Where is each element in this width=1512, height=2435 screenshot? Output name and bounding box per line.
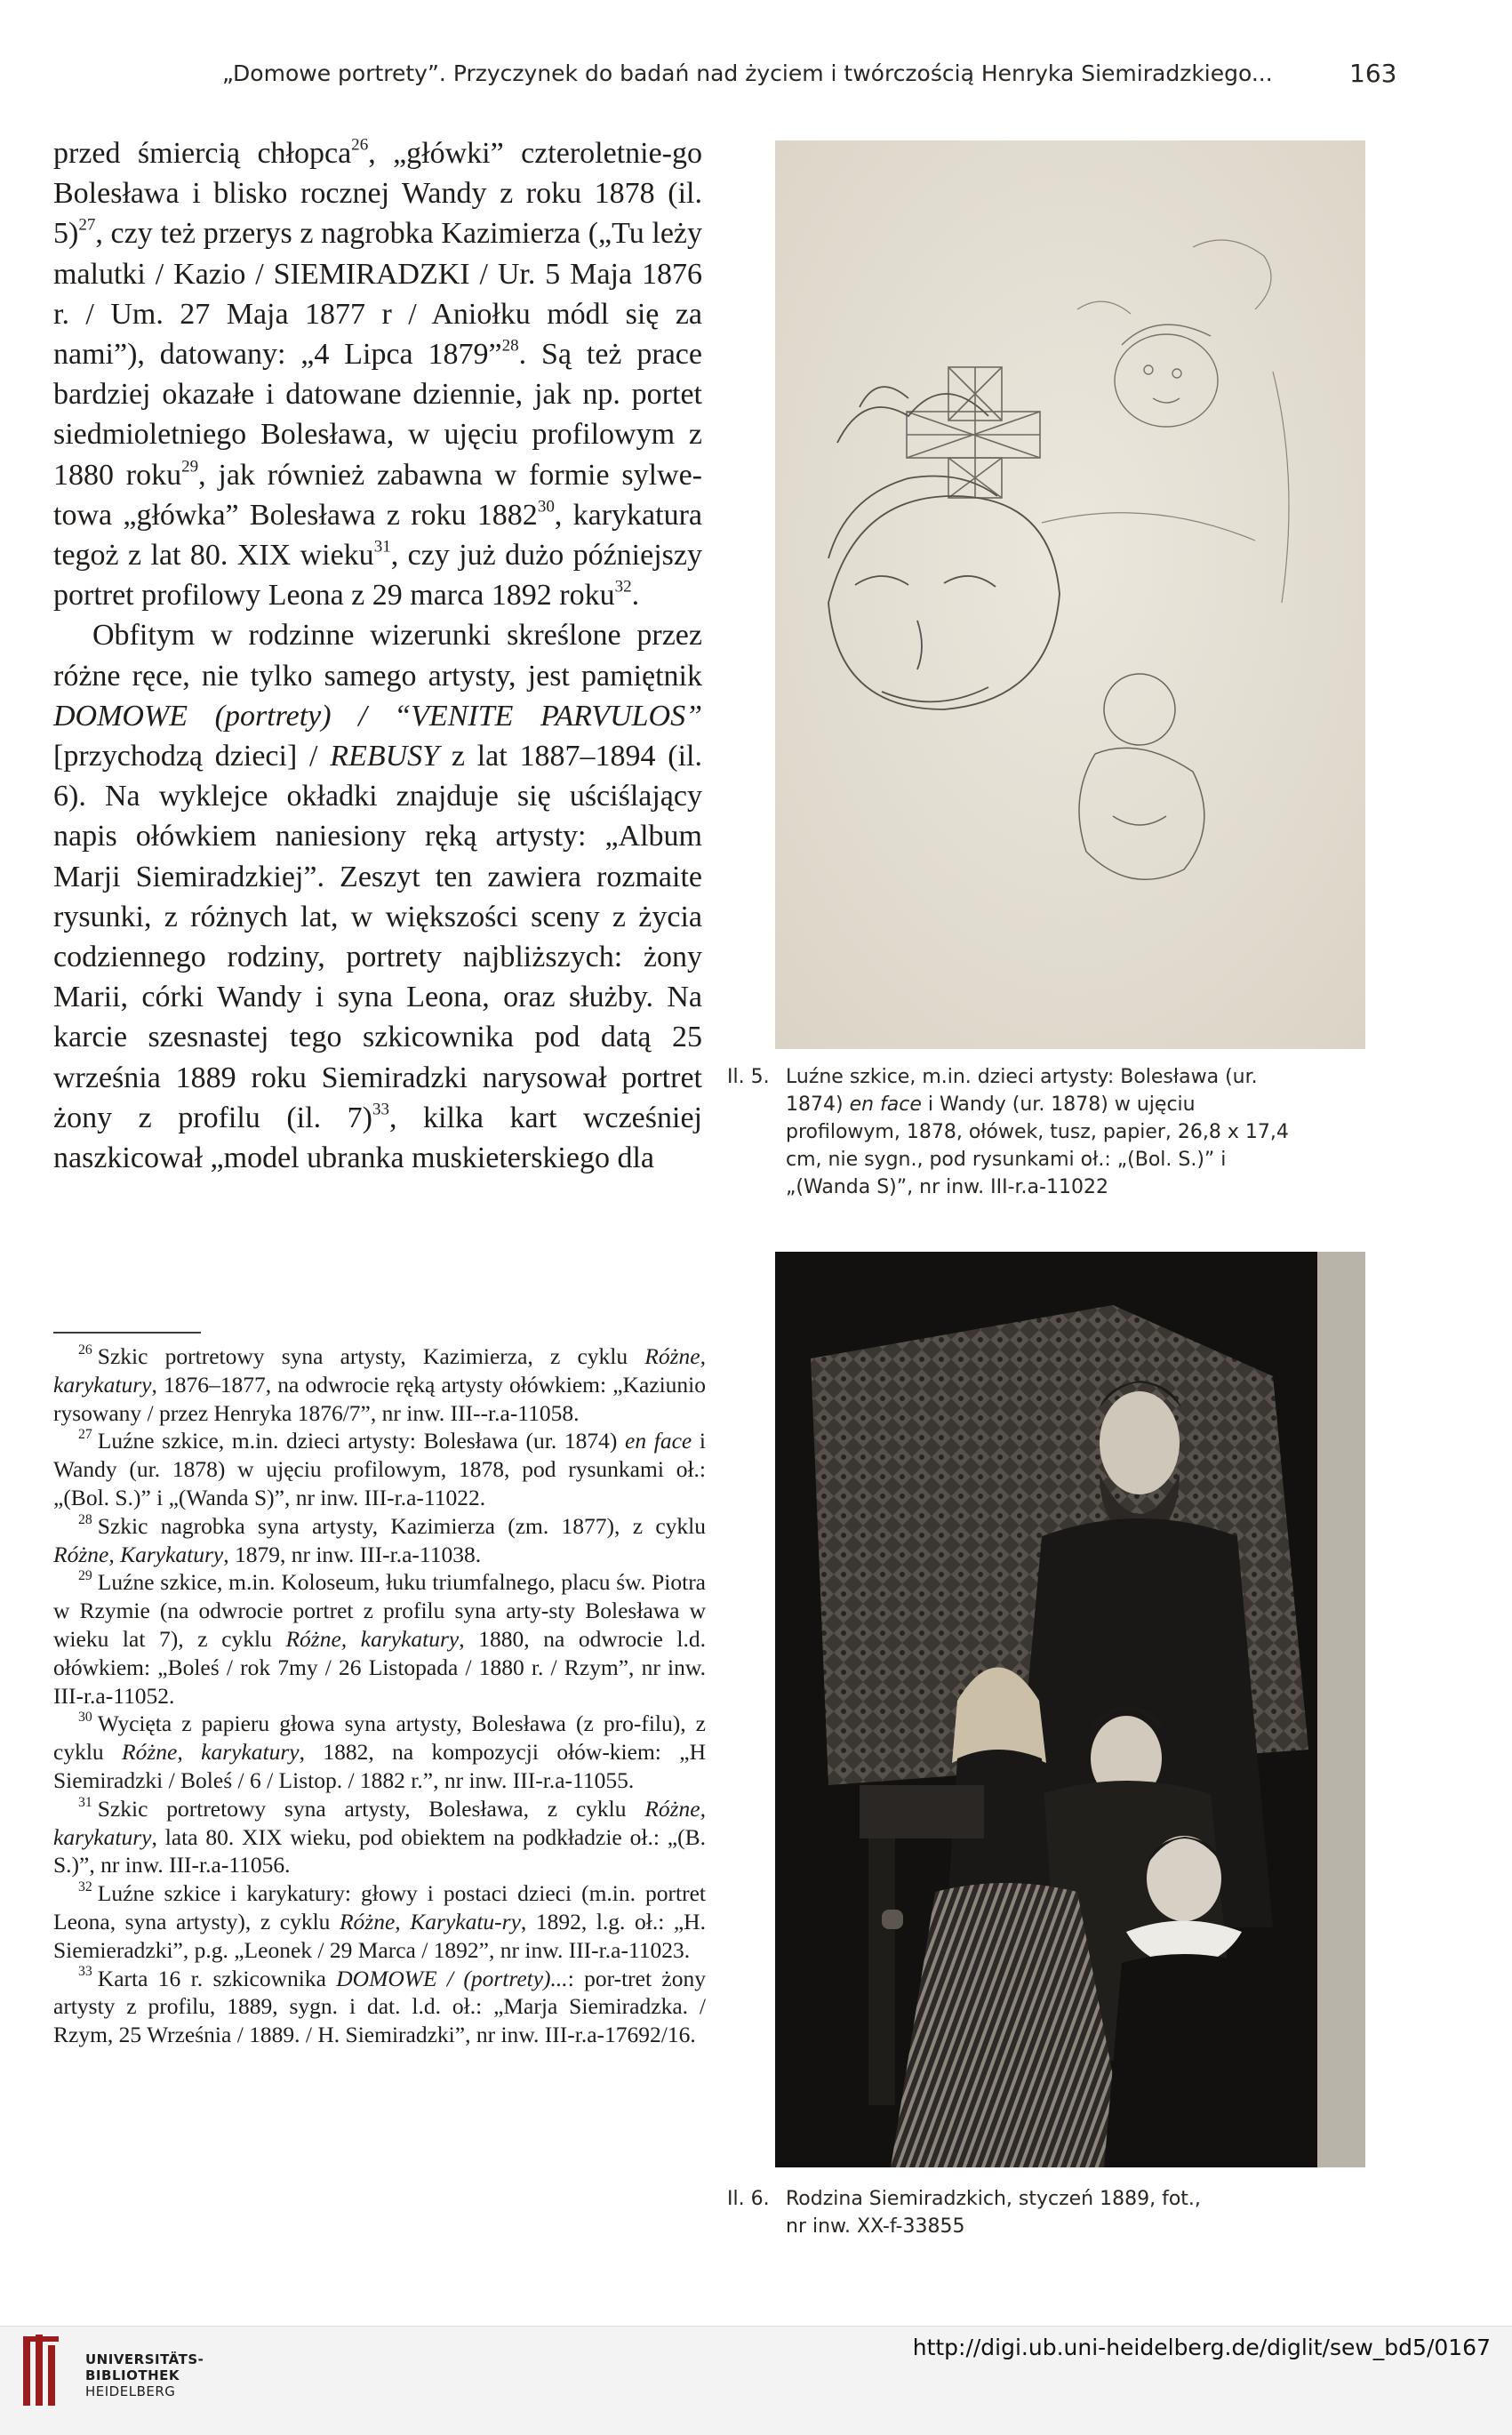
footnote-29 — [53, 1568, 706, 1710]
footnote-ref[interactable]: 33 — [372, 1100, 389, 1119]
book-title: DOMOWE (portrety) / “VENITE PARVULOS” — [53, 699, 702, 733]
footnote-32 — [53, 1879, 706, 1964]
text-run: , „główki” czteroletnie-go Bolesława i blisko rocznej Wandy z roku 1878 (il. 5) — [53, 137, 702, 251]
footnote-text: : por-tret żony artysty z profilu, 1889, sygn. i dat. l.d. oł.: „Marja Siemiradzka. / Rzym, 25 Września / 1889. / H. Siemiradzki”, nr inw. III-r.a-17692/16. — [53, 1965, 706, 2048]
library-logo-text — [85, 2351, 204, 2399]
text-run: , kilka kart wcześniej naszkicował „model ubranka muskieterskiego dla — [53, 1101, 702, 1175]
figure-6-photograph — [775, 1252, 1365, 2167]
footnote-ref[interactable]: 28 — [501, 336, 519, 356]
footnote-text: Szkic nagrobka syna artysty, Kazimierza (zm. 1877), z cyklu — [97, 1512, 706, 1539]
footnote-text: Szkic portretowy syna artysty, Kazimierza, z cyklu — [97, 1343, 645, 1369]
text-run: przed śmiercią chłopca — [53, 137, 352, 170]
running-head: „Domowe portrety”. Przyczynek do badań nad życiem i twórczością Henryka Siemiradzkiego... — [222, 60, 1273, 86]
figure-number: Il. 5. — [727, 1066, 770, 1088]
footnote-title: DOMOWE / (portrety)... — [336, 1965, 568, 1991]
figure-5-caption — [727, 1063, 1349, 1198]
text-run: , czy już dużo późniejszy portret profilowy Leona z 29 marca 1892 roku — [53, 539, 702, 613]
footnote-text: Wycięta z papieru głowa syna artysty, Bolesława (z pro-filu), z cyklu — [53, 1710, 706, 1766]
figure-number: Il. 6. — [727, 2188, 770, 2210]
paragraph-2 — [53, 615, 702, 1178]
footnote-ref[interactable]: 27 — [78, 216, 96, 236]
book-title: REBUSY — [330, 740, 440, 773]
text-run: Obfitym w rodzinne wizerunki skreślone przez różne ręce, nie tylko samego artysty, jest pamiętnik — [53, 619, 702, 693]
footnote-ref[interactable]: 26 — [351, 135, 369, 155]
footnote-27 — [53, 1427, 706, 1511]
caption-text: Rodzina Siemiradzkich, styczeń 1889, fot., nr inw. XX-f-33855 — [786, 2188, 1201, 2238]
footnote-33 — [53, 1965, 706, 2049]
footnote-number: 27 — [78, 1427, 92, 1443]
footnote-31 — [53, 1795, 706, 1879]
footnote-title: Różne, Karykatury — [53, 1541, 224, 1567]
footnote-ref[interactable]: 30 — [537, 497, 555, 517]
figure-5-sketch-image — [775, 140, 1365, 1049]
logo-line: BIBLIOTHEK — [85, 2367, 180, 2383]
logo-line: UNIVERSITÄTS- — [85, 2351, 204, 2367]
footnote-title: en face — [625, 1428, 692, 1454]
footnote-title: Różne, karykatury — [53, 1343, 706, 1398]
family-photo — [775, 1252, 1365, 2167]
footnote-text: Karta 16 r. szkicownika — [97, 1965, 337, 1991]
footnote-number: 30 — [78, 1710, 92, 1726]
caption-text — [786, 1063, 1301, 1201]
paragraph-1 — [53, 133, 702, 615]
footnote-ref[interactable]: 31 — [373, 537, 391, 557]
text-run: , czy też przerys z nagrobka Kazimierza („Tu leży malutki / Kazio / SIEMIRADZKI / Ur. 5 Maja 1876 r. / Um. 27 Maja 1877 r / Aniołku módl się za nami”), datowany: „4 Lipca 1879” — [53, 217, 702, 372]
footnote-title: Różne, karykatury — [53, 1795, 706, 1850]
logo-line: HEIDELBERG — [85, 2383, 176, 2399]
caption-italic-run: en face — [849, 1093, 922, 1116]
footnote-text: Luźne szkice, m.in. dzieci artysty: Bolesława (ur. 1874) — [97, 1428, 626, 1454]
footnote-text: , lata 80. XIX wieku, pod obiektem na podkładzie oł.: „(B. S.)”, nr inw. III-r.a-11056. — [53, 1823, 706, 1878]
footnote-text: , 1882, na kompozycji ołów-kiem: „H Siemiradzki / Boleś / 6 / Listop. / 1882 r.”, nr inw. III-r.a-11055. — [53, 1739, 706, 1793]
sketch-paper — [775, 140, 1365, 1049]
permalink-url[interactable]: http://digi.ub.uni-heidelberg.de/diglit/sew_bd5/0167 — [912, 2335, 1491, 2360]
photo-margin — [1317, 1252, 1365, 2167]
text-run: , jak również zabawna w formie sylwe-towa „główka” Bolesława z roku 1882 — [53, 458, 702, 532]
text-run: [przychodzą dzieci] / — [53, 740, 331, 773]
footnote-number: 26 — [78, 1342, 92, 1358]
text-run: . — [631, 579, 640, 613]
footnote-title: Różne, karykatury — [285, 1625, 460, 1652]
footnote-text: Luźne szkice i karykatury: głowy i postaci dzieci (m.in. portret Leona, syna artysty), z cyklu — [53, 1880, 706, 1934]
footnote-title: Różne, Karykatu-ry — [339, 1908, 521, 1934]
footnote-number: 33 — [78, 1964, 92, 1980]
caption-text-run: Luźne szkice, m.in. dzieci artysty: Bolesława (ur. 1874) — [786, 1066, 1258, 1116]
footnote-ref[interactable]: 32 — [614, 577, 632, 597]
footnote-text: , 1892, l.g. oł.: „H. Siemieradzki”, p.g. „Leonek / 29 Marca / 1892”, nr inw. III-r.a-11023. — [53, 1908, 706, 1963]
main-text-column — [53, 133, 702, 1178]
footnote-text: Szkic portretowy syna artysty, Bolesława, z cyklu — [97, 1795, 645, 1822]
footnote-divider — [53, 1332, 201, 1334]
footnotes — [53, 1342, 706, 2049]
university-library-logo-icon — [18, 2331, 66, 2411]
page-number: 163 — [1349, 59, 1397, 88]
text-run: , karykatura tegoż z lat 80. XIX wieku — [53, 498, 702, 573]
footnote-title: Różne, karykatury — [122, 1739, 300, 1766]
figure-6-caption — [727, 2185, 1349, 2247]
footnote-30 — [53, 1710, 706, 1794]
footnote-number: 31 — [78, 1794, 92, 1810]
caption-text-run: i Wandy (ur. 1878) w ujęciu profilowym, 1878, ołówek, tusz, papier, 26,8 x 17,4 cm, nie sygn., pod rysunkami oł.: „(Bol. S.)” i „(Wanda S)”, nr inw. III-r.a-11022 — [786, 1093, 1289, 1198]
footnote-number: 29 — [78, 1568, 92, 1584]
footnote-number: 28 — [78, 1511, 92, 1527]
footnote-text: , 1879, nr inw. III-r.a-11038. — [223, 1541, 482, 1567]
footnote-text: , 1876–1877, na odwrocie ręką artysty ołówkiem: „Kaziunio rysowany / przez Henryka 1876/7”, nr inw. III--r.a-11058. — [53, 1371, 706, 1426]
footnote-text: , 1880, na odwrocie l.d. ołówkiem: „Boleś / rok 7my / 26 Listopada / 1880 r. / Rzym”, nr inw. III-r.a-11052. — [53, 1625, 706, 1709]
text-run: z lat 1887–1894 (il. 6). Na wyklejce okładki znajduje się uściślający napis ołówkiem naniesiony ręką artysty: „Album Marji Siemiradzkiej”. Zeszyt ten zawiera rozmaite rysunki, z różnych lat, w większości sceny z życia codziennego rodziny, portrety najbliższych: żony Marii, córki Wandy i syna Leona, oraz służby. Na karcie szesnastej tego szkicownika pod datą 25 września 1889 roku Siemiradzki narysował portret żony z profilu (il. 7) — [53, 740, 702, 1134]
footnote-28 — [53, 1512, 706, 1569]
footnote-ref[interactable]: 29 — [181, 457, 199, 477]
footnote-number: 32 — [78, 1879, 92, 1895]
sketch-drawing — [775, 140, 1365, 1049]
footnote-text: Luźne szkice, m.in. Koloseum, łuku triumfalnego, placu św. Piotra w Rzymie (na odwrocie portret z profilu syna arty-sty Bolesława w wieku lat 7), z cyklu — [53, 1569, 706, 1652]
footnote-26 — [53, 1342, 706, 1427]
footnote-text: i Wandy (ur. 1878) w ujęciu profilowym, 1878, pod rysunkami oł.: „(Bol. S.)” i „(Wanda S)”, nr inw. III-r.a-11022. — [53, 1428, 706, 1510]
text-run: . Są też prace bardziej okazałe i datowane dziennie, jak np. portet siedmioletniego Bolesława, w ujęciu profilowym z 1880 roku — [53, 338, 702, 492]
